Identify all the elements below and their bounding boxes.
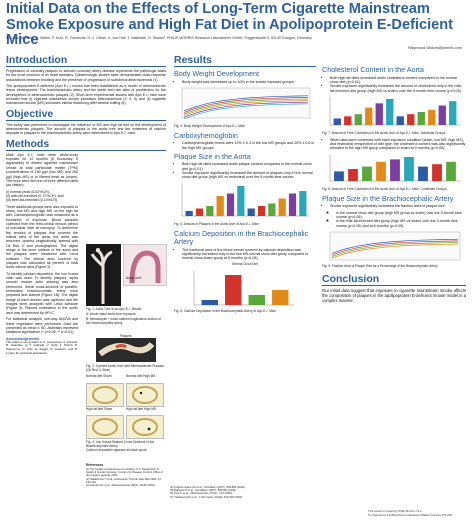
reference-1: (1) The health consequences of smoking. U.S. Department of Health & Human Services. Centers for Disease Control, Office of the surgeon general, 2004 xyxy=(86,468,163,478)
bar xyxy=(258,206,265,216)
fig3-label-normal-sham: Normal diet Sham xyxy=(86,374,112,378)
bar xyxy=(196,208,203,216)
fig1-item-b: B: hematoxylin + eosin-stained longitudinal section of the brachiocephalic artery xyxy=(86,317,162,325)
methods-paragraph-3: To identify calcium deposition, the von Kossa stain was used. To identify plaques, alpha smooth muscle actin staining was also performed. Serial cross-sections of paraffin-embedded brachiocephalic artery were prepared and stained (Figure 1B). The digital image of each section was captured and the images were analyzed with Leica software (Figure 3). Plasma cholesterol in the aortic arch was determined by HPLC. xyxy=(6,271,78,315)
bar xyxy=(449,101,456,125)
reference-3: (3) Gairola CG et al., Atherosclerosis 156(1): 49-55 (2001) xyxy=(86,484,156,488)
intro-paragraph-1: Progression of coronary plaques to stenotic coronary artery disease represents the pathologic basis for the most common of all heart diseases. Epidemiologic studies have demonstrated dose-response associations between smoking and the presence or progression of subclinical atherosclerosis (1). xyxy=(6,69,166,82)
author-line: R. Lietz, W. Stinn, H. Weiler, P. Kuhl, R. Friedrichs, H.-J. Urban, K. von Holt, T. Wallerath, R. Stokes², PHILIP MORRIS Research Laboratories GmbH, Fuggerstraße 3, 51149 Cologne, Germany xyxy=(6,36,312,40)
bar xyxy=(397,116,404,125)
bar xyxy=(376,162,386,181)
methods-paragraph-2: Three additional groups were also exposed to sham, low MS and high MS on the high fat diet. Carboxyhemoglobin was measured as a biomarker of exposure. Blood samples collected from the retro-orbital venous plexus of individual mice at necropsy. To determine the amount of plaques that covered the intimal area of the aorta, the aorta was removed, opened longitudinally, stained with Oil Red O and photographed. The digital image of the inner surface of the aorta and the plaques were measured with Leica software. The intimal area covered by plaques was calculated as percent of total aortic intimal area (Figure 2). xyxy=(6,204,78,270)
references-left xyxy=(86,468,166,487)
bar xyxy=(362,166,372,180)
intro-paragraph-2: The apolipoprotein E-deficient (Apo E-/-) mouse has been established as a model of atherosclerotic lesion development. The brachiocephalic artery and the aortic arch are sites of predilection for the development of atherosclerotic plaques (2). Short-term experimental studies with Apo E-/- mice have revealed that (i) cigarette sidestream smoke increases atherosclerosis (3, 4, 5) and (ii) cigarette mainstream smoke (MS) increases intimal thickening after arterial cuffing (6). xyxy=(6,84,166,106)
methods-paragraph-1: Male Apo E-/- mice were whole-body exposed for 12 months (6 hours/day, 5 days/week) to diluted cigarette mainstream smoke at total particulate matter (TPM) concentrations of 160 µg/l (low MS) and 250 µg/l (high MS) or to filtered fresh air (sham). The mice were fed one of three different diets (ad libitum): xyxy=(6,152,78,188)
cholesterol-bullet-1: • Both high fat diets increased aortic cholesterol content compared to the normal chow diet (p<0.01). xyxy=(330,76,466,85)
aorta-tree-photo xyxy=(86,244,121,306)
methods-diet-2: (ii) milk-fat-enriched (0.17%CH), and xyxy=(6,193,64,198)
bar xyxy=(289,193,296,216)
bca-sub-bullet-1: ◦ in the normal chow diet group (high MS group vs sham) over the 9-month time course (p<0.05); xyxy=(336,211,466,220)
calcium-heading: Calcium Deposition in the Brachiocephalic Artery xyxy=(174,228,309,247)
bar xyxy=(334,171,344,181)
bar xyxy=(404,157,414,181)
conclusion-heading: Conclusion xyxy=(322,273,466,286)
bar xyxy=(206,206,213,216)
cohb-heading: Carboxyhemoglobin xyxy=(174,130,238,140)
fig5-plaque-chart xyxy=(174,182,314,222)
objective-paragraph: This study was performed to investigate the influence of MS and high fat diet on the development of atherosclerotic plaques. The amount of plaques in the aortic tree and the existence of calcium deposits in plaques in the brachiocephalic artery were determined in Apo E-/- mice. xyxy=(6,122,166,136)
contact-email: Raymond.Stokes@pmintl.com xyxy=(408,45,462,50)
bar xyxy=(248,208,255,216)
bar xyxy=(439,105,446,125)
fig8-caption: Fig. 8: Amount of Free Cholesterol in the Aortic Arch of Apo E-/- Mice, Combined Groups xyxy=(322,186,447,191)
methods-paragraph-4: For statistical analysis, one-way ANOVA and linear regression were performed. Data are presented as mean ± SD. Asterisks represent statistical significance (* p<0.05; ** p<0.01). xyxy=(6,317,78,335)
bca-plaque-heading: Plaque Size in the Brachiocephalic Artery xyxy=(322,193,454,203)
bar xyxy=(249,295,265,305)
fig8-cholesterol-combined-chart xyxy=(322,153,464,187)
fig1-caption: Fig. 1: Aorta Tree of an Apo E-/- Mouse xyxy=(86,307,142,311)
bar xyxy=(186,211,193,216)
intro-heading: Introduction xyxy=(6,54,166,67)
bar xyxy=(407,114,414,125)
fig6-calcium-chart xyxy=(174,269,314,309)
aortic-arch-label: Aortic Arch xyxy=(126,276,142,280)
methods-heading: Methods xyxy=(6,138,166,151)
fig3-label-highfat-sham: High fat diet Sham xyxy=(86,407,113,411)
bar xyxy=(227,193,234,216)
references-heading: References xyxy=(86,463,104,467)
bar xyxy=(217,196,224,216)
poster-title: Initial Data on the Effects of Long-Term Cigarette Mainstream Smoke Exposure and High Fat Diet in Apolipoprotein E-Deficient Mice xyxy=(6,1,454,48)
references-right xyxy=(170,486,270,499)
cholesterol-bullet-2: • Smoke exposure significantly increased the amount of cholesterol only in the milk-fat-enriched diet group (high MS vs sham) over the 9-month time course (p<0.05). xyxy=(330,84,466,93)
bar xyxy=(344,116,351,125)
calcium-bullet: • The fractional area of the blood vessel covered by calcium deposition was significantly increased only in the low MS normal chow diet group compared to normal chow sham group at 6 months (p<0.05). xyxy=(182,248,316,261)
plaque-bullet-1: • Both high fat diets increased aortic plaque content compared to the normal chow diet (p<0.01). xyxy=(182,162,316,171)
bar xyxy=(376,103,383,125)
fig3-caption: Fig. 3: Von Kossa-Stained Cross-Sections of the Brachiocephalic Artery xyxy=(86,440,155,448)
bar xyxy=(386,99,393,125)
reference-4: (4) Knight-Lozano CA et al., Circulation 105(7): 849-854 (2002) xyxy=(170,486,245,489)
middle-column xyxy=(174,54,316,316)
bar xyxy=(279,198,286,216)
bar xyxy=(299,191,306,216)
bar xyxy=(225,275,241,305)
reference-7: (7) Yanbaeva DG et al., J Clin Invest. 113(3): 613-618 (2004) xyxy=(170,495,243,499)
ack-heading: Acknowledgements xyxy=(6,336,40,341)
bar xyxy=(202,300,218,305)
fig3-label-normal-highms: Normal diet High MS xyxy=(126,374,156,378)
fig9-caption: Fig. 9: Fraction Area of Plaque Size as a Percentage of the Brachiocephalic Artery xyxy=(322,263,438,268)
cholesterol-bullet-3: • When data were combined with each exposure condition (sham, low MS, high MS), and restricted) irrespective of diet type, the cholesterol content was also significantly elevated in the high MS group compared to sham at 9 months (p<0.05). xyxy=(330,138,466,151)
reference-2: (2) Nakashima Y. et al., Arterioscler Thromb Vasc Biol 1994; 14: 133-140 xyxy=(86,477,162,484)
bar xyxy=(348,169,358,181)
methods-diet-3: (iii) beef-fat-enriched (0.14%CH). xyxy=(6,198,59,203)
right-column xyxy=(322,66,466,305)
cross-section-highfat-highms xyxy=(126,415,164,439)
bar xyxy=(418,166,428,180)
body-weight-heading: Body Weight Development xyxy=(174,69,259,78)
bar xyxy=(418,112,425,125)
bar xyxy=(268,203,275,216)
fig5-caption: Fig. 5: Amount of Plaques in the Aortic Arch of Apo E-/- Mice xyxy=(174,221,259,226)
fig7-caption: Fig. 7: Amount of Free Cholesterol in the Aortic Arch of Apo E-/- Mice, Individual Groups xyxy=(322,130,446,135)
bca-bullet-1: • Smoke exposure significantly increased the fraction area of plaque size xyxy=(330,204,466,208)
cross-section-normal-sham xyxy=(86,383,124,407)
bar xyxy=(272,290,288,305)
bar xyxy=(355,114,362,125)
footer-note: The Data Access & PubMed Dotcom Mainstream Affiliation Summary DTS 2006 xyxy=(368,514,453,517)
footer-hosted: This poster is hosted by Philip Morris U.S.A. xyxy=(368,509,423,513)
body-weight-bullet: • Body weight was decreased up to 10% in the smoke-exposed groups. xyxy=(182,80,316,84)
fig7-cholesterol-chart xyxy=(322,95,464,131)
bar xyxy=(390,159,400,181)
bca-sub-bullet-2: ◦ in the milk-fat-enriched diet group (high MS vs sham) over the 9-month time course (p<0.05) and at 6 months (p<0.05). xyxy=(336,219,466,228)
bar xyxy=(365,108,372,125)
fig6-title: Normal Chow Diet xyxy=(232,261,258,266)
bar xyxy=(334,118,341,125)
fig3-label-highfat-highms: High fat diet High MS xyxy=(126,407,157,411)
objective-heading: Objective xyxy=(6,108,166,121)
fig3-note: Calcium deposition appears as black spots. xyxy=(86,448,148,452)
cholesterol-heading: Cholesterol Content in the Aorta xyxy=(322,65,424,74)
bar xyxy=(428,110,435,125)
plaque-aorta-heading: Plaque Size in the Aorta xyxy=(174,151,251,161)
cross-section-highfat-sham xyxy=(86,415,124,439)
fig1-item-a: A: whole intact aortic tree exposure xyxy=(86,312,136,316)
fig2-caption: Fig. 2: Opened Aortic Arch with Atherosclerotic Plaques (Oil Red O Stain) xyxy=(86,364,164,372)
fig2-plaques-label: Plaques xyxy=(120,334,132,338)
reference-6: (6) Tani S. et al., Atherosclerosis 175(1): 7-14 (2004) xyxy=(170,492,233,496)
cross-section-normal-highms xyxy=(126,383,164,407)
bar xyxy=(446,162,456,181)
fig9-bca-plaque-chart xyxy=(322,230,464,264)
fig4-caption: Fig. 4: Body Weight Development of Apo E-/- Mice xyxy=(174,123,245,128)
bar xyxy=(432,164,442,181)
cohb-bullet: • Carboxyhemoglobin levels were 10% ± 0.3 in the low MS groups and 20% ± 0.6 in the high MS groups. xyxy=(182,141,316,150)
bar xyxy=(237,186,244,216)
fig6-caption: Fig. 6: Calcium Deposition in the Brachiocephalic Artery of Apo E-/- Mice xyxy=(174,308,277,313)
results-heading: Results xyxy=(174,54,316,67)
fig4-body-weight-chart xyxy=(174,86,314,124)
opened-aortic-arch-photo xyxy=(96,338,156,362)
conclusion-text: Our initial data suggest that exposure to cigarette mainstream smoke affects the composition of plaques in the apolipoprotein E-deficient mouse model in a complex manner. xyxy=(322,287,466,303)
reference-5: (5) Babaniyi R et al., Circulation 105(7): 849-854 (2002) xyxy=(170,489,237,493)
ack-text: The authors are grateful to S. Apostolova, A. Daniels, R. Gaschke, H.-T. Galinski, V. Guhl, T. Nitsch, R. Samsonov, G. Otte, E. Sagett, N. Liebisch, and M. Lynker for technical assistance. xyxy=(6,339,78,355)
methods-diet-1: (i) normal chow (0.02%CH), xyxy=(6,189,50,194)
plaque-bullet-2: • Smoke exposure significantly increased the amount of plaques only in the normal chow diet group (high MS vs restricted) over the 9-month time course. xyxy=(182,171,316,180)
